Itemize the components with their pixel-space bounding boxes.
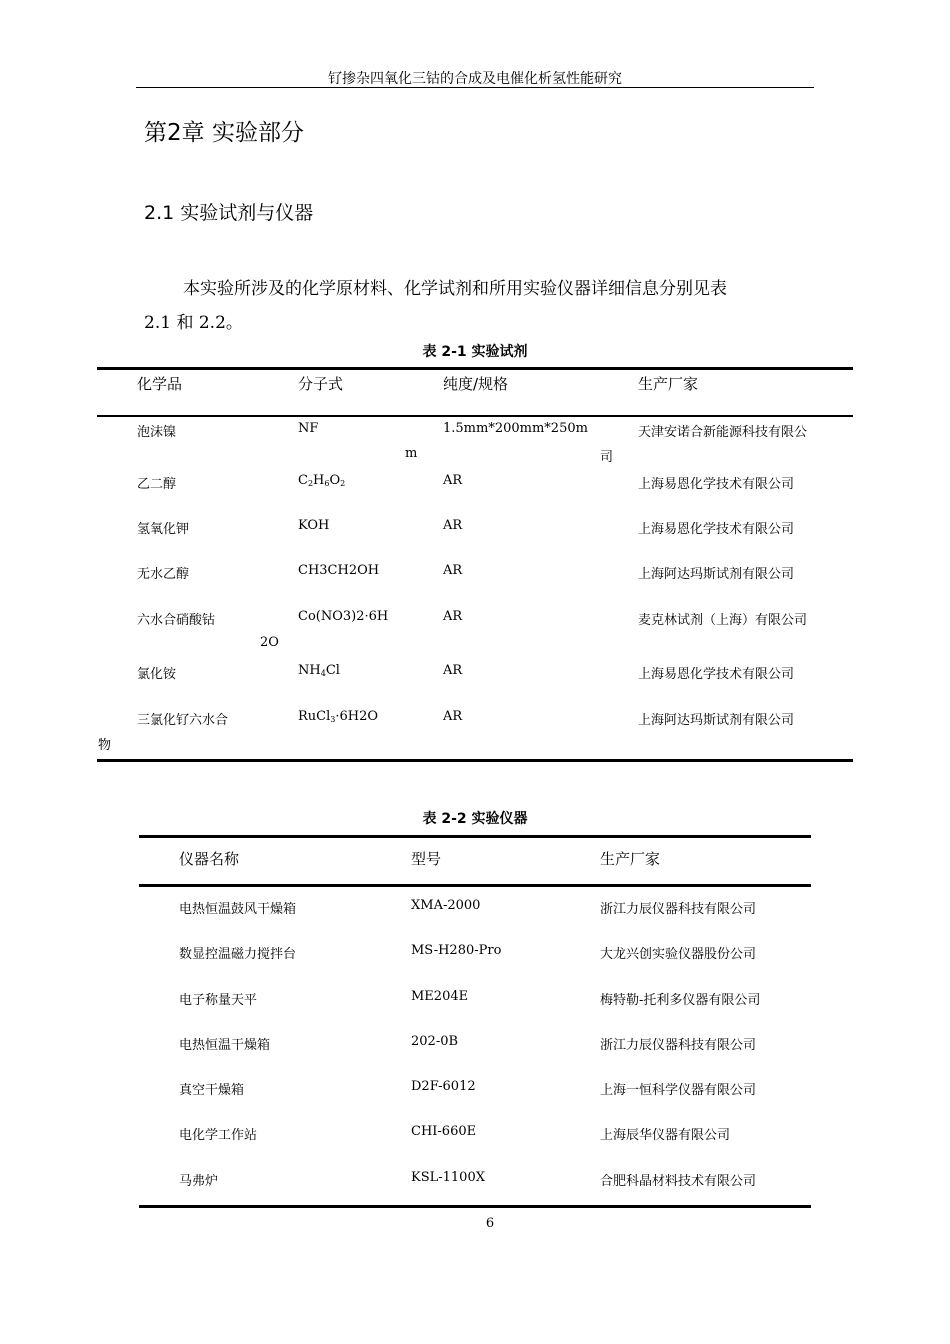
- table1-row1-purity-wrap: m: [405, 446, 418, 461]
- running-header: 钌掺杂四氧化三钴的合成及电催化析氢性能研究: [328, 71, 622, 87]
- table1-header-rule: [97, 415, 853, 417]
- table1-row1-manufacturer: 天津安诺合新能源科技有限公: [638, 425, 808, 440]
- table1-row3-manufacturer: 上海易恩化学技术有限公司: [638, 522, 795, 537]
- table2-header-rule: [139, 884, 811, 887]
- table1-row4-manufacturer: 上海阿达玛斯试剂有限公司: [638, 567, 795, 582]
- table1-row7-manufacturer: 上海阿达玛斯试剂有限公司: [638, 713, 795, 728]
- table2-row4-name: 电热恒温干燥箱: [179, 1038, 271, 1053]
- table1-row3-chemical: 氢氧化钾: [137, 522, 190, 537]
- table1-row5-purity: AR: [443, 609, 463, 624]
- table1-header-chemical: 化学品: [137, 375, 183, 393]
- table1-header-purity: 纯度/规格: [443, 375, 509, 393]
- section-title: 2.1 实验试剂与仪器: [144, 202, 314, 224]
- table2-row1-manufacturer: 浙江力辰仪器科技有限公司: [600, 902, 757, 917]
- table1-row7-purity: AR: [443, 709, 463, 724]
- table2-row5-manufacturer: 上海一恒科学仪器有限公司: [600, 1083, 757, 1098]
- table1-row1-manufacturer-wrap: 司: [600, 450, 614, 465]
- table1-row4-formula: CH3CH2OH: [298, 563, 380, 578]
- table2-row3-model: ME204E: [411, 989, 469, 1004]
- table1-row7-chemical: 三氯化钌六水合: [137, 713, 229, 728]
- table1-row4-purity: AR: [443, 563, 463, 578]
- table2-row6-manufacturer: 上海辰华仪器有限公司: [600, 1128, 731, 1143]
- table1-row4-chemical: 无水乙醇: [137, 567, 190, 582]
- table2-row3-manufacturer: 梅特勒-托利多仪器有限公司: [600, 993, 761, 1008]
- table2-row5-name: 真空干燥箱: [179, 1083, 245, 1098]
- table1-row3-purity: AR: [443, 518, 463, 533]
- header-rule: [136, 87, 814, 88]
- table2-row2-name: 数显控温磁力搅拌台: [179, 947, 297, 962]
- table2-row1-model: XMA-2000: [411, 898, 481, 913]
- table1-row2-purity: AR: [443, 473, 463, 488]
- table1-caption: 表 2-1 实验试剂: [422, 344, 528, 360]
- table2-row4-model: 202-0B: [411, 1034, 459, 1049]
- table1-row1-purity: 1.5mm*200mm*250m: [443, 421, 588, 436]
- table1-row5-manufacturer: 麦克林试剂（上海）有限公司: [638, 613, 808, 628]
- chapter-title: 第2章 实验部分: [144, 120, 304, 146]
- table1-row6-manufacturer: 上海易恩化学技术有限公司: [638, 667, 795, 682]
- table1-header-formula: 分子式: [298, 375, 344, 393]
- table2-row5-model: D2F-6012: [411, 1079, 476, 1094]
- table1-row5-formula: Co(NO3)2·6H: [298, 609, 389, 624]
- table1-row2-chemical: 乙二醇: [137, 477, 177, 492]
- table2-row2-model: MS-H280-Pro: [411, 943, 502, 958]
- table1-header-manufacturer: 生产厂家: [638, 375, 699, 393]
- intro-line-1: 本实验所涉及的化学原材料、化学试剂和所用实验仪器详细信息分别见表: [183, 279, 727, 299]
- table2-row6-name: 电化学工作站: [179, 1128, 258, 1143]
- table1-row2-formula: $C_2H_6O_2$: [298, 473, 346, 488]
- table1-row5-chemical: 六水合硝酸钴: [137, 613, 216, 628]
- table1-row6-purity: AR: [443, 663, 463, 678]
- table2-row2-manufacturer: 大龙兴创实验仪器股份公司: [600, 947, 757, 962]
- table2-header-name: 仪器名称: [179, 850, 240, 868]
- table2-header-manufacturer: 生产厂家: [600, 850, 661, 868]
- table2-row7-model: KSL-1100X: [411, 1170, 485, 1185]
- table1-row6-chemical: 氯化铵: [137, 667, 177, 682]
- table1-row5-formula-wrap: 2O: [260, 635, 279, 650]
- table2-header-model: 型号: [411, 850, 442, 868]
- table2-row6-model: CHI-660E: [411, 1124, 477, 1139]
- table1-row1-chemical: 泡沫镍: [137, 425, 177, 440]
- table2-top-rule: [139, 835, 811, 838]
- table2-row7-name: 马弗炉: [179, 1174, 219, 1189]
- table2-caption: 表 2-2 实验仪器: [422, 811, 528, 827]
- table1-bottom-rule: [97, 759, 853, 762]
- table1-row6-formula: $NH_4Cl$: [298, 663, 340, 678]
- intro-line-2: 2.1 和 2.2。: [144, 313, 243, 333]
- table1-top-rule: [97, 367, 853, 370]
- page-number: 6: [485, 1216, 495, 1231]
- table1-row3-formula: KOH: [298, 518, 330, 533]
- table1-row7-formula: RuCl$_3$·6H2O: [298, 709, 379, 724]
- table2-bottom-rule: [139, 1205, 811, 1208]
- table2-row4-manufacturer: 浙江力辰仪器科技有限公司: [600, 1038, 757, 1053]
- table2-row1-name: 电热恒温鼓风干燥箱: [179, 902, 297, 917]
- table2-row7-manufacturer: 合肥科晶材料技术有限公司: [600, 1174, 757, 1189]
- table2-row3-name: 电子称量天平: [179, 993, 258, 1008]
- table1-row2-manufacturer: 上海易恩化学技术有限公司: [638, 477, 795, 492]
- table1-row1-formula: NF: [298, 421, 319, 436]
- table1-row7-chemical-wrap: 物: [98, 738, 112, 753]
